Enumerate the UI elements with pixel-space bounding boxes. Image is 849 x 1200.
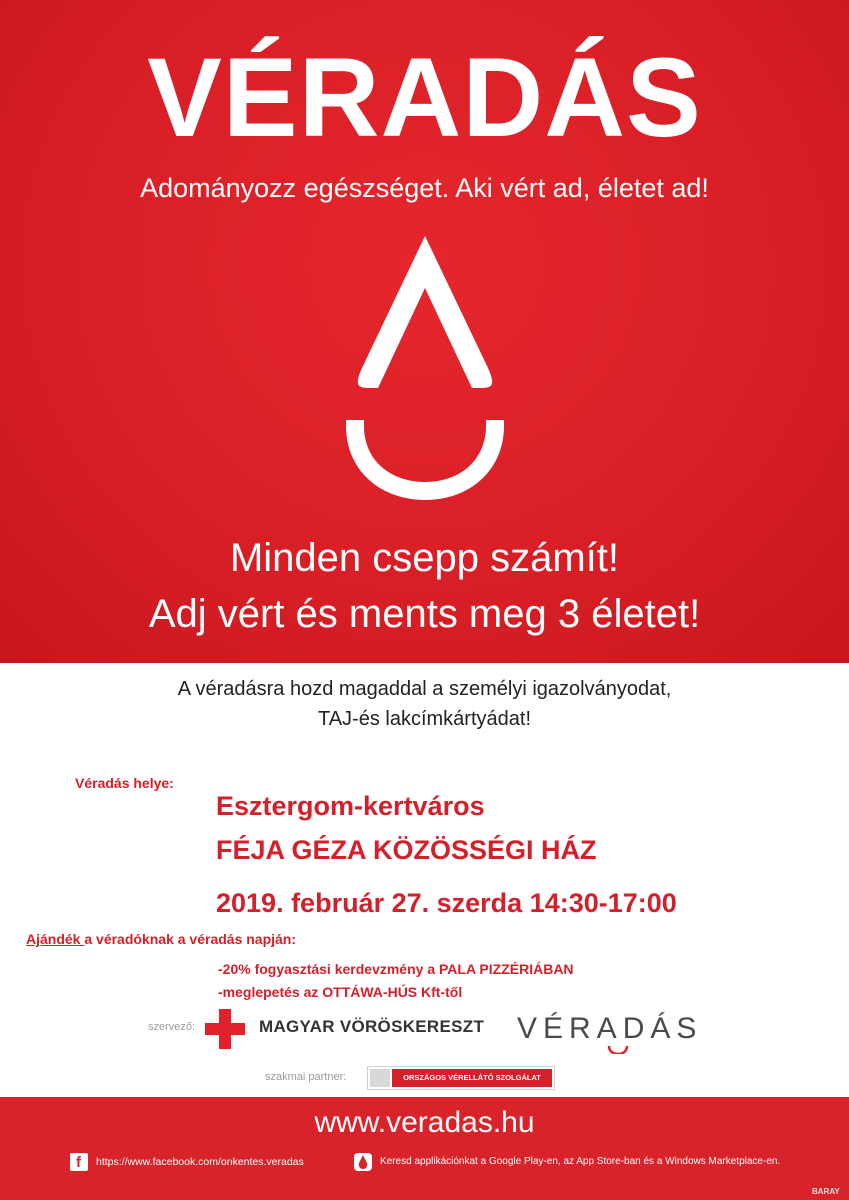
location-venue: FÉJA GÉZA KÖZÖSSÉGI HÁZ [216,835,597,865]
notice-line-1: A véradásra hozd magaddal a személyi igazolványodat, [177,678,672,700]
gift-item: -meglepetés az OTTÁWA-HÚS Kft-től [218,984,463,1000]
website-link[interactable]: www.veradas.hu [314,1106,535,1139]
gift-heading-underlined: Ajándék [26,931,85,947]
corner-watermark: BARAY [812,1187,840,1196]
facebook-link[interactable]: https://www.facebook.com/onkentes.veradas [96,1156,304,1168]
gift-item: -20% fogyasztási kerdevzmény a PALA PIZZÉRIÁBAN [218,961,574,977]
facebook-icon[interactable]: f [70,1153,88,1171]
app-promo-text: Keresd applikációnkat a Google Play-en, az App Store-ban és a Windows Marketplace-en. [380,1156,781,1167]
slogan-line-1: Minden csepp számít! [229,536,620,580]
partner-label: szakmai partner: [265,1071,347,1083]
organizer-name: MAGYAR VÖRÖSKERESZT [259,1017,485,1036]
location-label: Véradás helye: [75,775,174,791]
app-drop-icon [354,1153,372,1171]
gift-heading [26,931,296,947]
veradas-logo [517,1008,703,1054]
gift-heading-rest: a véradóknak a véradás napján: [84,931,297,947]
partner-mark-icon [370,1069,390,1087]
event-datetime: 2019. február 27. szerda 14:30-17:00 [216,888,677,918]
partner-logo [367,1066,555,1090]
red-cross-icon [205,1009,245,1049]
notice-line-2: TAJ-és lakcímkártyádat! [317,708,532,730]
veradas-logo-text: VÉRADÁS [517,1012,703,1045]
organizer-label: szervező: [148,1021,196,1033]
slogan-line-2: Adj vért és ments meg 3 életet! [148,592,701,636]
subtitle: Adományozz egészséget. Aki vért ad, életet ad! [140,173,709,203]
blood-drop-smile-icon [340,228,510,500]
partner-name: ORSZÁGOS VÉRELLÁTÓ SZOLGÁLAT [392,1069,552,1087]
page-title: VÉRADÁS [147,35,702,160]
location-city: Esztergom-kertváros [216,791,485,821]
